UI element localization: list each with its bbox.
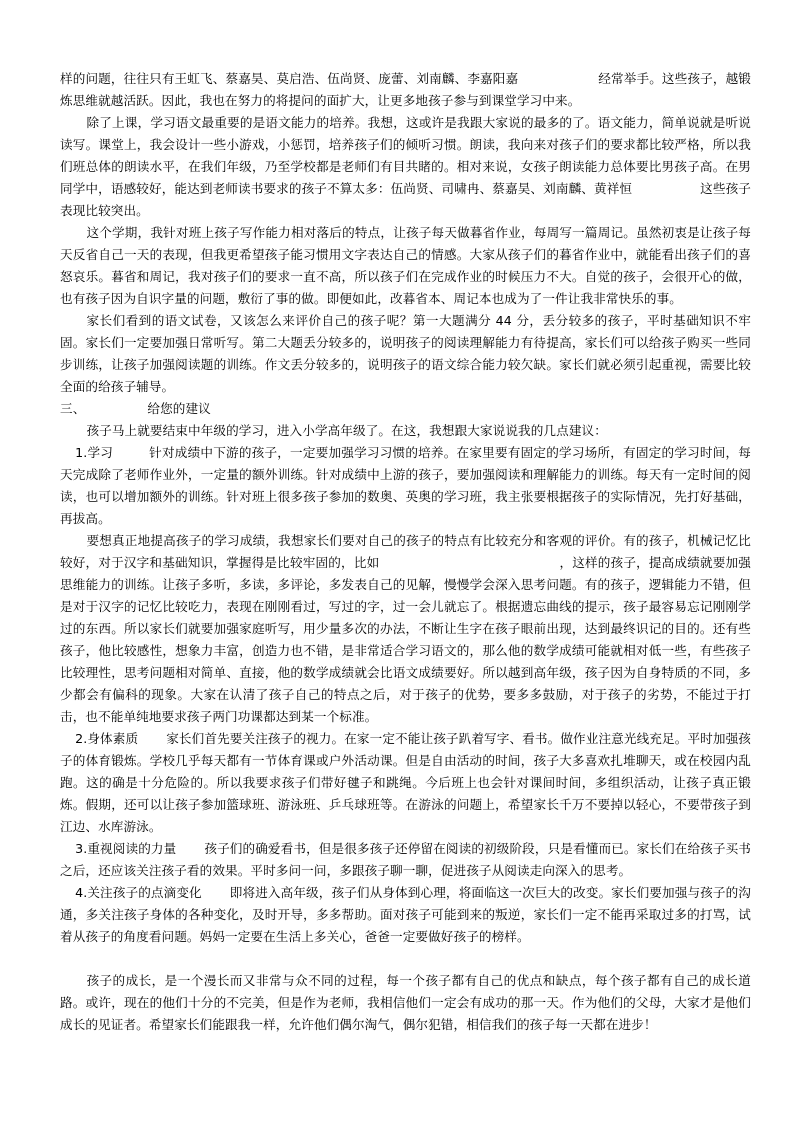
item-text: 家长们首先要关注孩子的视力。在家一定不能让孩子趴着写字、看书。做作业注意光线充足。平时加强孩子的体育锻炼。学校几乎每天都有一节体育课或户外活动课。但是自由活动的时间，孩子大多喜欢扎堆聊天，或在校园内乱跑。这的确是十分危险的。所以我要求孩子们带好毽子和跳绳。今后班上也会针对课间时间，多组织活动，让孩子真正锻炼。假期，还可以让孩子参加篮球班、游泳班、乒乓球班等。在游泳的问题上，希望家长千万不要掉以轻心，不要带孩子到江边、水库游泳。 xyxy=(60,731,751,834)
suggestion-item-changes xyxy=(60,882,751,948)
suggestion-item-health xyxy=(60,728,751,838)
paragraph-text: 经常举手。这些孩子，越锻炼思维就越活跃。因此，我也在努力的将提问的面扩大，让更多地孩子参与到课堂学习中来。 xyxy=(60,71,751,108)
paragraph-gap xyxy=(60,948,751,970)
paragraph-text: 要想真正地提高孩子的学习成绩，我想家长们要对自己的孩子的特点有比较充分和客观的评价。有的孩子，机械记忆比较好，对于汉字和基础知识，掌握得是比较牢固的，比如 xyxy=(60,533,751,570)
item-label: 1.学习 xyxy=(75,445,114,460)
item-label: 4.关注孩子的点滴变化 xyxy=(75,885,202,900)
paragraph-text: ，这样的孩子，提高成绩就要加强思维能力的训练。让孩子多听，多读，多评论，多发表自己的见解，慢慢学会深入思考问题。有的孩子，逻辑能力不错，但是对于汉字的记忆比较吃力，表现在刚刚看过，写过的字，过一会儿就忘了。根据遗忘曲线的提示，孩子最容易忘记刚刚学过的东西。所以家长们就要加强家庭听写，用少量多次的办法，不断让生字在孩子眼前出现，达到最终识记的目的。还有些孩子，他比较感性，想象力丰富，创造力也不错，是非常适合学习语文的，那么他的数学成绩可能就相对低一些，有些孩子比较理性，思考问题相对简单、直接，他的数学成绩就会比语文成绩要好。所以越到高年级，孩子因为自身特质的不同，多少都会有偏科的现象。大家在认清了孩子自己的特点之后，对于孩子的优势，要多多鼓励，对于孩子的劣势，不能过于打击，也不能单纯地要求孩子两门功课都达到某一个标准。 xyxy=(60,555,752,724)
suggestion-item-reading xyxy=(60,838,751,882)
item-label: 3.重视阅读的力量 xyxy=(75,841,177,856)
section-number: 三、 xyxy=(60,401,86,416)
paragraph-language-ability xyxy=(60,112,751,222)
section-heading xyxy=(60,398,751,420)
section-title: 给您的建议 xyxy=(147,401,211,416)
paragraph-exam-evaluation: 家长们看到的语文试卷，又该怎么来评价自己的孩子呢？第一大题满分 44 分，丢分较多的孩子，平时基础知识不牢固。家长们一定要加强日常听写。第二大题丢分较多的，说明孩子的阅读理解能力有待提高，家长们可以给孩子购买一些同步训练，让孩子加强阅读题的训练。作文丢分较多的，说明孩子的语文综合能力较欠缺。家长们就必须引起重视，需要比较全面的给孩子辅导。 xyxy=(60,313,751,394)
item-text: 针对成绩中下游的孩子，一定要加强学习习惯的培养。在家里要有固定的学习场所，有固定的学习时间，每天完成除了老师作业外，一定量的额外训练。针对成绩中上游的孩子，要加强阅读和理解能力的训练。每天有一定时间的阅读，也可以增加额外的训练。针对班上很多孩子参加的数奥、英奥的学习班，我主张要根据孩子的实际情况，先打好基础，再拔高。 xyxy=(60,445,751,526)
paragraph-writing: 这个学期，我针对班上孩子写作能力相对落后的特点，让孩子每天做暮省作业，每周写一篇周记。虽然初衷是让孩子每天反省自己一天的表现，但我更希望孩子能习惯用文字表达自己的情感。大家从孩子们的暮省作业中，就能看出孩子们的喜怒哀乐。暮省和周记，我对孩子们的要求一直不高，所以孩子们在完成作业的时候压力不大。自觉的孩子，会很开心的做，也有孩子因为自识字量的问题，敷衍了事的做。即便如此，改暮省本、周记本也成为了一件让我非常快乐的事。 xyxy=(60,225,751,306)
paragraph-study-traits xyxy=(60,530,751,728)
paragraph-text: 样的问题，往往只有王虹飞、蔡嘉昊、莫启浩、伍尚贤、庞蕾、刘南麟、李嘉阳嘉 xyxy=(60,71,519,86)
item-text: 即将进入高年级，孩子们从身体到心理，将面临这一次巨大的改变。家长们要加强与孩子的沟通，多关注孩子身体的各种变化，及时开导，多多帮助。面对孩子可能到来的叛逆，家长们一定不能再采取过多的打骂，试着从孩子的角度看问题。妈妈一定要在生活上多关心，爸爸一定要做好孩子的榜样。 xyxy=(60,885,751,944)
suggestion-item-study xyxy=(60,442,751,530)
paragraph-closing: 孩子的成长，是一个漫长而又非常与众不同的过程，每一个孩子都有自己的优点和缺点，每个孩子都有自己的成长道路。或许，现在的他们十分的不完美，但是作为老师，我相信他们一定会有成功的那一天。作为他们的父母，大家才是他们成长的见证者。希望家长们能跟我一样，允许他们偶尔淘气，偶尔犯错，相信我们的孩子每一天都在进步！ xyxy=(60,973,751,1032)
item-label: 2.身体素质 xyxy=(75,731,139,746)
paragraph-text: 这些孩子表现比较突出。 xyxy=(60,181,751,218)
paragraph-continuation xyxy=(60,68,751,112)
paragraph-text: 除了上课，学习语文最重要的是语文能力的培养。我想，这或许是我跟大家说的最多的了。语文能力，简单说就是听说读写。课堂上，我会设计一些小游戏，小惩罚，培养孩子们的倾听习惯。朗读，我向来对孩子们的要求都比较严格，所以我们班总体的朗读水平，在我们年级，乃至学校都是老师们有目共睹的。相对来说，女孩子朗读能力总体要比男孩子高。在男同学中，语感较好，能达到老师读书要求的孩子不算太多：伍尚贤、司啸冉、蔡嘉昊、刘南麟、黄祥恒 xyxy=(60,115,751,196)
paragraph-intro-suggestions: 孩子马上就要结束中年级的学习，进入小学高年级了。在这，我想跟大家说说我的几点建议： xyxy=(86,423,607,438)
item-text: 孩子们的确爱看书，但是很多孩子还停留在阅读的初级阶段，只是看懂而已。家长们在给孩子买书之后，还应该关注孩子看的效果。平时多问一问，多跟孩子聊一聊，促进孩子从阅读走向深入的思考。 xyxy=(60,841,751,878)
